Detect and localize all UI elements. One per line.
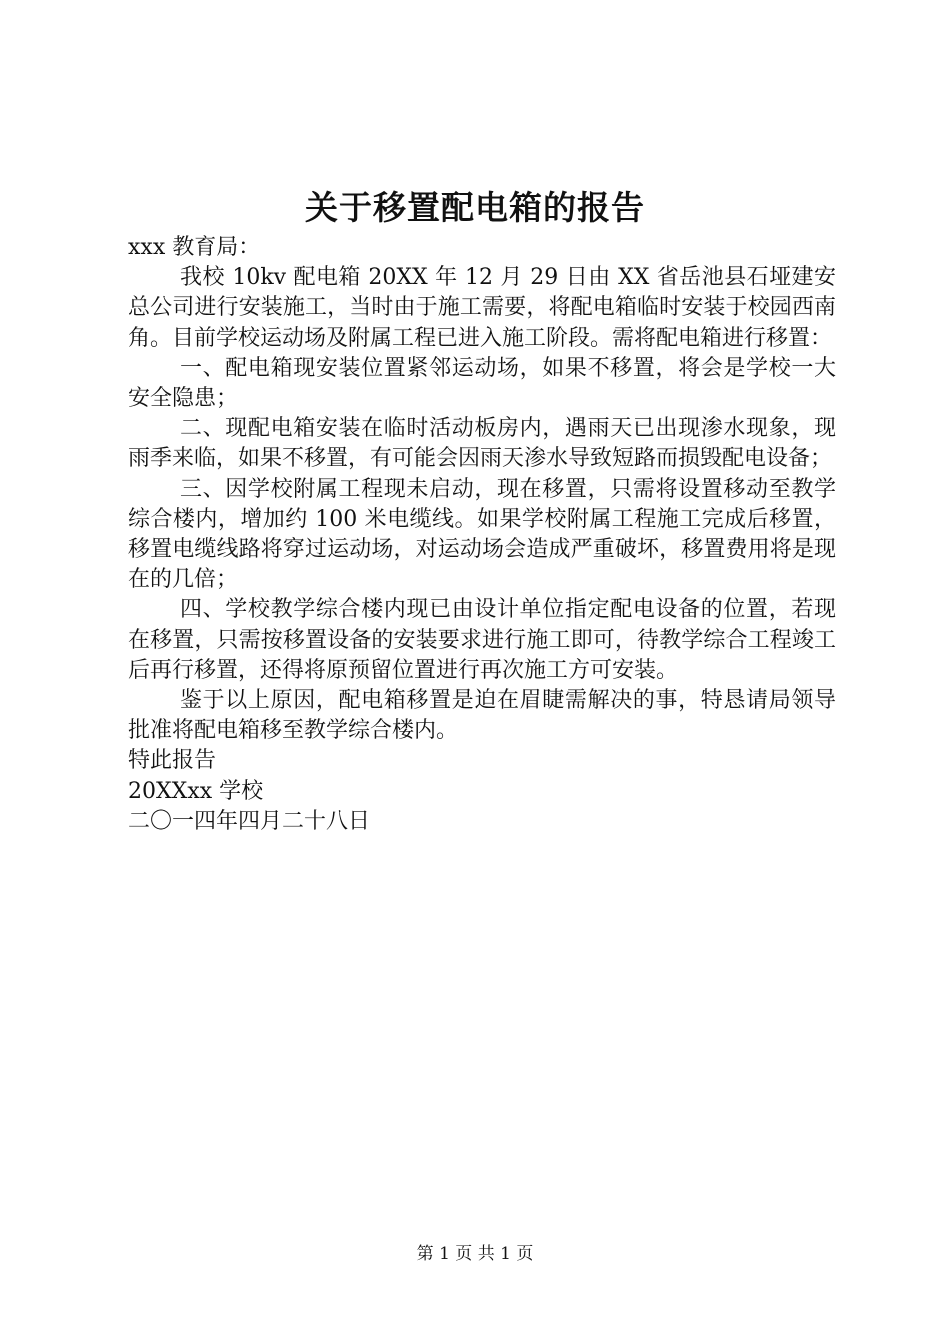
signature: 20XXxx 学校: [128, 778, 264, 804]
paragraph-reason-1: 一、配电箱现安装位置紧邻运动场，如果不移置，将会是学校一大安全隐患；: [128, 355, 836, 412]
document-date: 二〇一四年四月二十八日: [128, 808, 371, 834]
paragraph-reason-2: 二、现配电箱安装在临时活动板房内，遇雨天已出现渗水现象，现雨季来临，如果不移置，有可能会因雨天渗水导致短路而损毁配电设备；: [128, 416, 836, 472]
closing-line: 特此报告: [128, 748, 217, 774]
document-title: 关于移置配电箱的报告: [305, 188, 645, 227]
paragraph-intro: 我校 10kv 配电箱 20XX 年 12 月 29 日由 XX 省岳池县石垭建安总公司进行安装施工，当时由于施工需要，将配电箱临时安装于校园西南角。目前学校运动场及附属工程已进入施工阶段。需将配电箱进行移置：: [128, 265, 836, 351]
paragraph-reason-4: 四、学校教学综合楼内现已由设计单位指定配电设备的位置，若现在移置，只需按移置设备的安装要求进行施工即可，待教学综合工程竣工后再行移置，还得将原预留位置进行再次施工方可安装。: [128, 597, 836, 683]
paragraph-conclusion: 鉴于以上原因，配电箱移置是迫在眉睫需解决的事，特恳请局领导批准将配电箱移至教学综合楼内。: [128, 688, 836, 744]
document-body: [128, 233, 836, 837]
paragraph-reason-3: 三、因学校附属工程现未启动，现在移置，只需将设置移动至教学综合楼内，增加约 100 米电缆线。如果学校附属工程施工完成后移置，移置电缆线路将穿过运动场，对运动场会造成严重破坏，移置费用将是现在的几倍；: [128, 476, 836, 593]
salutation: xxx 教育局：: [128, 235, 261, 260]
page-footer: 第 1 页 共 1 页: [416, 1244, 534, 1264]
